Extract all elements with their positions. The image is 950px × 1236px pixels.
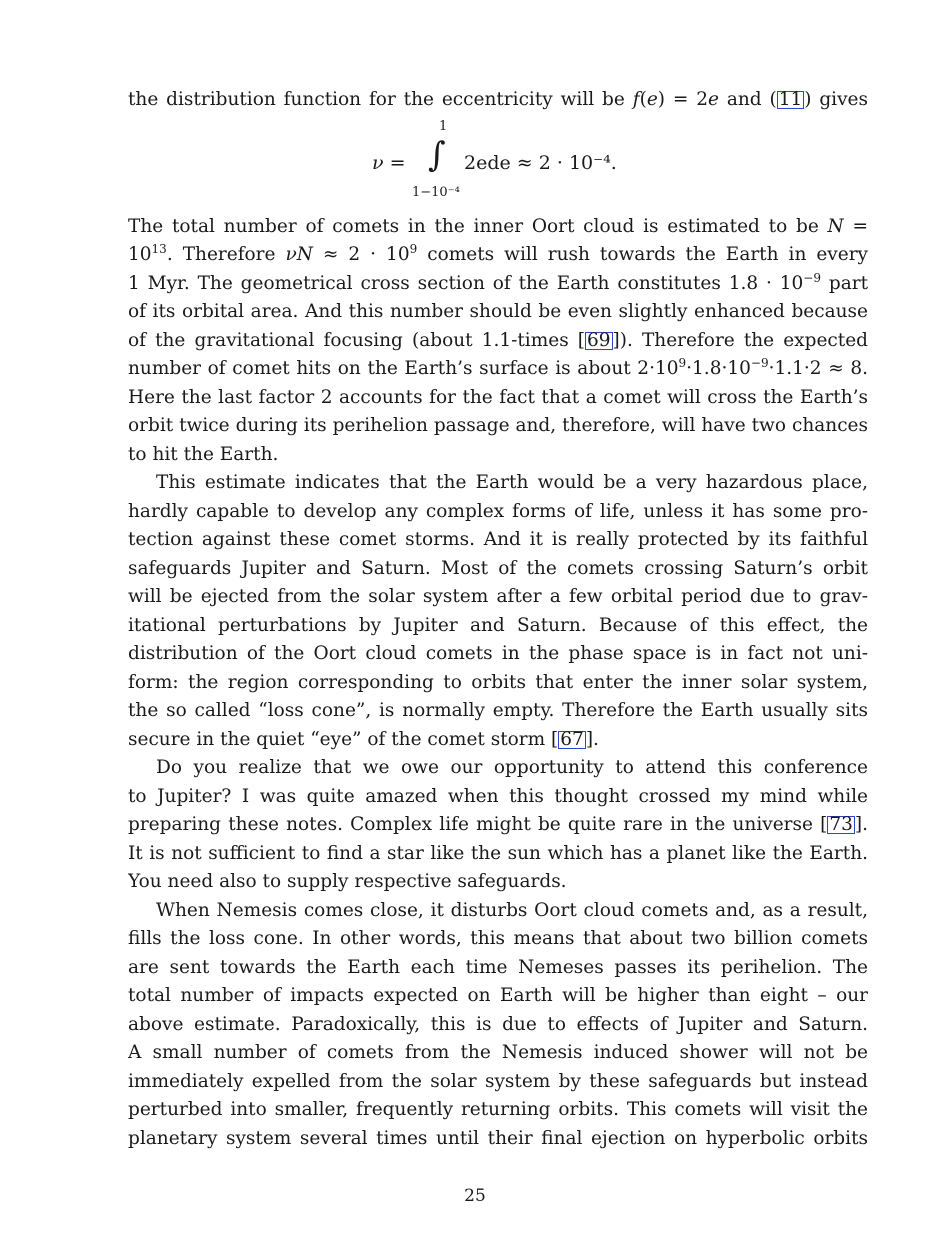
text-line: to hit the Earth. [128,443,279,465]
paragraph-1 [128,86,868,115]
equation-rhs: 2ede ≈ 2 · 10⁻⁴. [464,151,617,174]
text-line: the distribution function for the eccentricity will be f(e) = 2e and ( 11 ) gives [128,89,868,110]
citation-67[interactable]: 67 [560,728,584,750]
text-line: form: the region corresponding to orbits that enter the inner solar system, [128,671,868,693]
paragraph-3 [128,469,868,754]
text-line: total number of impacts expected on Earth will be higher than eight – our [128,985,868,1006]
text-line: fills the loss cone. In other words, this means that about two billion comets [128,928,868,949]
integral-upper-limit: 1 [439,118,448,134]
text-line: immediately expelled from the solar system by these safeguards but instead [128,1070,868,1092]
text-line: of the gravitational focusing (about 1.1-times [ 69 ]). Therefore the expected [128,329,868,351]
text-line: secure in the quiet “eye” of the comet storm [ 67 ]. [128,728,599,750]
equation-nu [128,115,868,213]
text-line: A small number of comets from the Nemesis induced shower will not be [128,1042,868,1063]
text-line: to Jupiter? I was quite amazed when this thought crossed my mind while [128,785,868,807]
integral-sign: ∫ [428,134,446,175]
text-line: hardly capable to develop any complex forms of life, unless it has some pro- [128,500,868,522]
text-line: This estimate indicates that the Earth would be a very hazardous place, [156,472,868,493]
text-line: are sent towards the Earth each time Nemeses passes its perihelion. The [128,956,868,978]
text-line: Do you realize that we owe our opportunity to attend this conference [156,757,868,778]
text-line: preparing these notes. Complex life might be quite rare in the universe [ 73 ]. [128,814,868,835]
text-line: Here the last factor 2 accounts for the fact that a comet will cross the Earth’s [128,386,868,408]
text-line: itational perturbations by Jupiter and Saturn. Because of this effect, the [128,614,868,636]
paragraph-5 [128,897,868,1154]
text-line: planetary system several times until their final ejection on hyperbolic orbits [128,1127,868,1149]
text-line: You need also to supply respective safeguards. [128,871,567,892]
text-line: $10^{13}$. Therefore $\nu N \approx 2 \cdot 10^9$ comets will rush towards the Earth in every [128,242,868,265]
text-line: of its orbital area. And this number should be even slightly enhanced because [128,301,868,322]
text-line: distribution of the Oort cloud comets in the phase space is in fact not uni- [128,643,868,664]
text-line: tection against these comet storms. And it is really protected by its faithful [128,529,868,550]
text-line: orbit twice during its perihelion passage and, therefore, will have two chances [128,415,868,436]
paragraph-4 [128,754,868,897]
paragraph-2 [128,213,868,470]
text-line: above estimate. Paradoxically, this is due to effects of Jupiter and Saturn. [128,1013,868,1035]
text-line: The total number of comets in the inner Oort cloud is estimated to be N = [128,215,868,237]
citation-69[interactable]: 69 [587,329,611,351]
text-line: number of comet hits on the Earth’s surface is about $2\cdot 10^9\cdot 1.8\cdot 10^{-9}\cdot 1.1\cdot 2 \approx 8$. [128,356,868,379]
text-line: safeguards Jupiter and Saturn. Most of the comets crossing Saturn’s orbit [128,557,868,579]
equation-lhs: ν = [372,151,406,174]
text-line: It is not sufficient to find a star like the sun which has a planet like the Earth. [128,842,868,864]
page-number: 25 [464,1186,486,1206]
citation-73[interactable]: 73 [829,814,853,835]
text-line: perturbed into smaller, frequently returning orbits. This comets will visit the [128,1099,868,1120]
page-body [128,86,868,1153]
text-line: 1 Myr. The geometrical cross section of the Earth constitutes $1.8 \cdot 10^{-9}$ part [128,270,868,294]
integral-lower-limit: 1−10⁻⁴ [412,184,460,200]
text-line: the so called “loss cone”, is normally empty. Therefore the Earth usually sits [128,700,868,721]
text-line: will be ejected from the solar system after a few orbital period due to grav- [128,586,868,607]
text-line: When Nemesis comes close, it disturbs Oort cloud comets and, as a result, [156,899,868,921]
citation-11[interactable]: 11 [778,89,803,110]
